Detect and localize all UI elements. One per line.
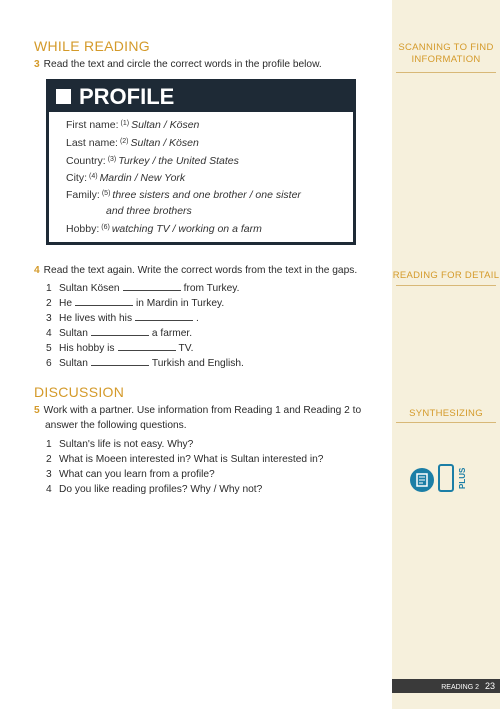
sidebar-rule <box>396 422 496 423</box>
profile-field-last-name: Last name: $^{(2)}$ Sultan / Kösen <box>66 137 199 149</box>
footer-section: READING 2 <box>441 684 479 691</box>
page-number: 23 <box>484 681 495 691</box>
list-item: 1 Sultan Kösen from Turkey. <box>46 283 240 294</box>
sidebar-label-scanning: SCANNING TO FIND INFORMATION <box>398 42 494 65</box>
page-footer <box>392 679 500 693</box>
profile-field-family: Family: $^{(5)}$ three sisters and one brother / one sister <box>66 189 301 201</box>
mobile-phone-icon <box>438 464 454 492</box>
plus-label: PLUS <box>458 467 467 489</box>
gap-blank[interactable] <box>91 326 149 336</box>
gap-blank[interactable] <box>91 356 149 366</box>
sidebar <box>392 0 500 709</box>
sidebar-label-synthesizing: SYNTHESIZING <box>409 408 483 419</box>
list-item: 2 What is Moeen interested in? What is Sultan interested in? <box>46 454 324 465</box>
exercise-5-list <box>46 437 323 497</box>
square-bullet-icon <box>56 89 71 104</box>
list-item: 2 He in Mardin in Turkey. <box>46 298 225 309</box>
exercise-3-instruction: 3 Read the text and circle the correct words in the profile below. <box>34 59 322 70</box>
sidebar-rule <box>396 72 496 73</box>
profile-title: PROFILE <box>79 84 175 109</box>
profile-field-family-cont: and three brothers <box>106 205 192 217</box>
exercise-4-list <box>46 281 244 371</box>
profile-field-hobby: Hobby: $^{(6)}$ watching TV / working on a farm <box>66 223 262 235</box>
profile-header <box>49 82 353 112</box>
exercise-4-instruction: 4 Read the text again. Write the correct words from the text in the gaps. <box>34 265 358 276</box>
exercise-5-instruction: 5 Work with a partner. Use information from Reading 1 and Reading 2 to answer the following questions. <box>34 405 362 431</box>
list-item: 1 Sultan's life is not easy. Why? <box>46 439 194 450</box>
profile-field-city: City: $^{(4)}$ Mardin / New York <box>66 172 186 184</box>
digital-book-icon <box>410 468 434 492</box>
sidebar-rule <box>396 285 496 286</box>
profile-field-country: Country: $^{(3)}$ Turkey / the United States <box>66 155 239 167</box>
gap-blank[interactable] <box>123 281 181 291</box>
gap-blank[interactable] <box>135 311 193 321</box>
gap-blank[interactable] <box>118 341 176 351</box>
profile-field-first-name: First name: $^{(1)}$ Sultan / Kösen <box>66 119 200 131</box>
sidebar-label-detail: READING FOR DETAIL <box>392 270 500 281</box>
list-item: 5 His hobby is TV. <box>46 343 194 354</box>
gap-blank[interactable] <box>75 296 133 306</box>
list-item: 6 Sultan Turkish and English. <box>46 358 244 369</box>
list-item: 4 Do you like reading profiles? Why / Why not? <box>46 484 263 495</box>
list-item: 3 What can you learn from a profile? <box>46 469 215 480</box>
list-item: 4 Sultan a farmer. <box>46 328 193 339</box>
profile-card <box>46 79 356 245</box>
section-heading-discussion: DISCUSSION <box>34 384 125 400</box>
section-heading-while-reading: WHILE READING <box>34 38 150 54</box>
list-item: 3 He lives with his . <box>46 313 199 324</box>
